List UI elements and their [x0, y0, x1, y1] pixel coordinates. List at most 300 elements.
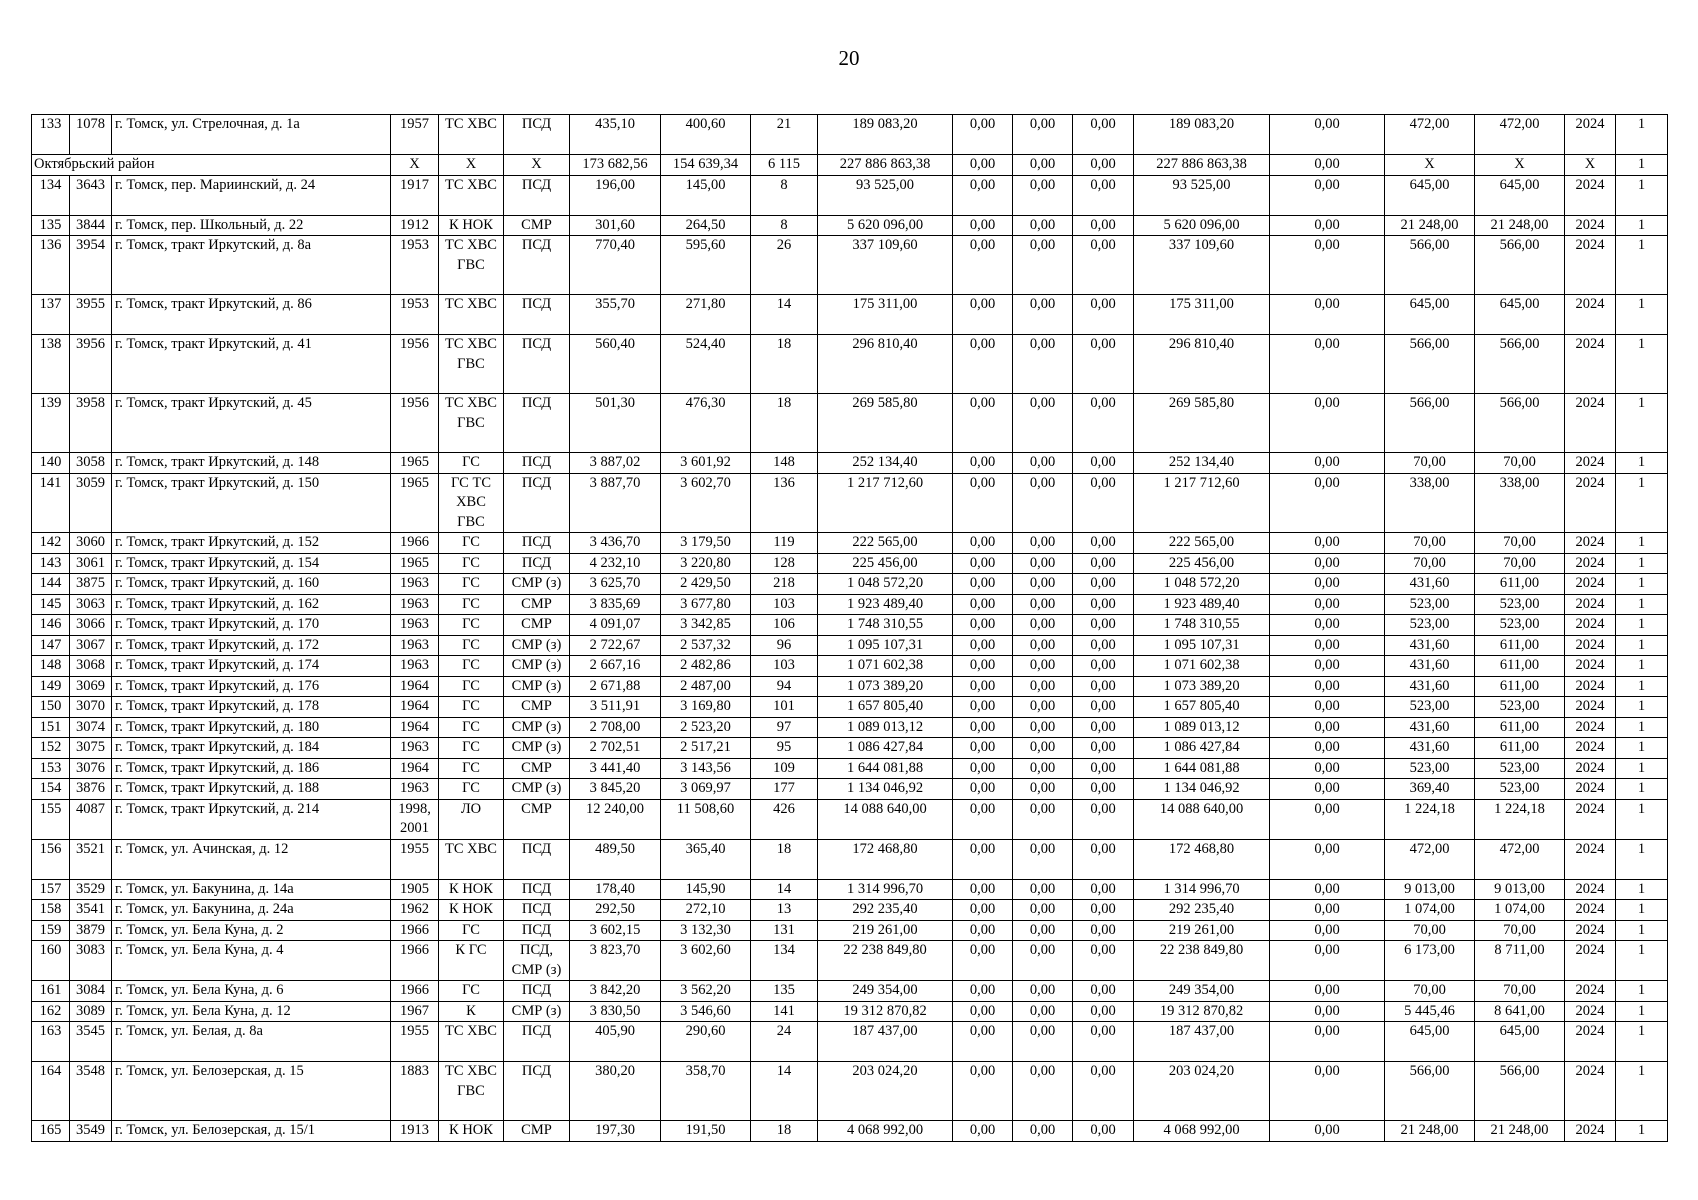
- cell-year-planned: 2024: [1565, 295, 1616, 335]
- cell-address: г. Томск, пер. Мариинский, д. 24: [112, 175, 391, 215]
- cell-work-type: ПСД: [504, 295, 570, 335]
- cell-residents-count: 8: [751, 175, 818, 215]
- cell-residents-count: 14: [751, 879, 818, 900]
- table-row: [32, 215, 1668, 236]
- cell-row-number: 149: [32, 676, 70, 697]
- cell-other-cost: 0,00: [1270, 656, 1385, 677]
- cell-other-cost: 0,00: [1270, 900, 1385, 921]
- cell-total-cost: 1 071 602,38: [818, 656, 953, 677]
- cell-total-cost: 225 456,00: [818, 553, 953, 574]
- cell-house-id: 3879: [70, 920, 112, 941]
- cell-fund-cost: 0,00: [953, 676, 1013, 697]
- cell-municipal-cost: 0,00: [1073, 779, 1134, 800]
- table-row: [32, 676, 1668, 697]
- cell-total-cost: 1 923 489,40: [818, 594, 953, 615]
- table-row: [32, 839, 1668, 879]
- cell-year-built: 1956: [391, 335, 439, 394]
- cell-system-types: X: [439, 155, 504, 176]
- cell-budget-cost: 0,00: [1013, 115, 1073, 155]
- cell-other-cost: 0,00: [1270, 155, 1385, 176]
- cell-house-id: 3083: [70, 941, 112, 981]
- cell-fund-cost: 0,00: [953, 574, 1013, 595]
- cell-year-built: X: [391, 155, 439, 176]
- cell-owners-cost: 5 620 096,00: [1134, 215, 1270, 236]
- cell-stage: 1: [1616, 758, 1668, 779]
- cell-unit-cost: 1 074,00: [1385, 900, 1475, 921]
- cell-work-type: СМР: [504, 215, 570, 236]
- cell-unit-cost: X: [1385, 155, 1475, 176]
- cell-work-type: ПСД: [504, 236, 570, 295]
- cell-house-id: 3541: [70, 900, 112, 921]
- cell-row-number: 143: [32, 553, 70, 574]
- cell-residents-count: 103: [751, 656, 818, 677]
- cell-owners-cost: 189 083,20: [1134, 115, 1270, 155]
- cell-municipal-cost: 0,00: [1073, 615, 1134, 636]
- cell-total-area: 301,60: [570, 215, 661, 236]
- cell-residential-area: 3 342,85: [661, 615, 751, 636]
- cell-max-unit-cost: 566,00: [1475, 335, 1565, 394]
- cell-budget-cost: 0,00: [1013, 473, 1073, 533]
- cell-total-cost: 187 437,00: [818, 1022, 953, 1062]
- cell-house-id: 3070: [70, 697, 112, 718]
- table-row: [32, 594, 1668, 615]
- cell-system-types: ТС ХВС ГВС: [439, 335, 504, 394]
- cell-year-planned: 2024: [1565, 635, 1616, 656]
- cell-residents-count: 426: [751, 799, 818, 839]
- cell-total-cost: 5 620 096,00: [818, 215, 953, 236]
- cell-system-types: ТС ХВС: [439, 839, 504, 879]
- cell-stage: 1: [1616, 879, 1668, 900]
- cell-total-cost: 296 810,40: [818, 335, 953, 394]
- cell-total-area: 197,30: [570, 1121, 661, 1142]
- cell-house-id: 3060: [70, 533, 112, 554]
- cell-address: г. Томск, тракт Иркутский, д. 188: [112, 779, 391, 800]
- cell-owners-cost: 227 886 863,38: [1134, 155, 1270, 176]
- cell-system-types: ГС: [439, 453, 504, 474]
- cell-budget-cost: 0,00: [1013, 215, 1073, 236]
- cell-municipal-cost: 0,00: [1073, 394, 1134, 453]
- cell-stage: 1: [1616, 920, 1668, 941]
- cell-address: г. Томск, тракт Иркутский, д. 154: [112, 553, 391, 574]
- cell-row-number: 150: [32, 697, 70, 718]
- cell-owners-cost: 22 238 849,80: [1134, 941, 1270, 981]
- cell-unit-cost: 523,00: [1385, 615, 1475, 636]
- cell-owners-cost: 1 089 013,12: [1134, 717, 1270, 738]
- cell-max-unit-cost: 338,00: [1475, 473, 1565, 533]
- cell-budget-cost: 0,00: [1013, 920, 1073, 941]
- cell-total-cost: 93 525,00: [818, 175, 953, 215]
- cell-residential-area: 2 523,20: [661, 717, 751, 738]
- cell-budget-cost: 0,00: [1013, 1062, 1073, 1121]
- cell-work-type: ПСД: [504, 115, 570, 155]
- cell-residential-area: 191,50: [661, 1121, 751, 1142]
- cell-residential-area: 3 546,60: [661, 1001, 751, 1022]
- table-row: [32, 553, 1668, 574]
- cell-unit-cost: 645,00: [1385, 295, 1475, 335]
- cell-max-unit-cost: 70,00: [1475, 453, 1565, 474]
- cell-total-area: 196,00: [570, 175, 661, 215]
- cell-residential-area: 2 517,21: [661, 738, 751, 759]
- cell-house-id: 3529: [70, 879, 112, 900]
- table-row: [32, 738, 1668, 759]
- cell-total-area: 3 887,70: [570, 473, 661, 533]
- cell-stage: 1: [1616, 676, 1668, 697]
- cell-fund-cost: 0,00: [953, 175, 1013, 215]
- cell-residents-count: 177: [751, 779, 818, 800]
- cell-unit-cost: 1 224,18: [1385, 799, 1475, 839]
- cell-total-cost: 1 217 712,60: [818, 473, 953, 533]
- cell-row-number: 144: [32, 574, 70, 595]
- cell-fund-cost: 0,00: [953, 758, 1013, 779]
- cell-house-id: 3074: [70, 717, 112, 738]
- cell-max-unit-cost: 523,00: [1475, 758, 1565, 779]
- cell-house-id: 3069: [70, 676, 112, 697]
- cell-owners-cost: 1 644 081,88: [1134, 758, 1270, 779]
- cell-residential-area: 3 562,20: [661, 981, 751, 1002]
- cell-residents-count: 95: [751, 738, 818, 759]
- cell-municipal-cost: 0,00: [1073, 155, 1134, 176]
- cell-municipal-cost: 0,00: [1073, 799, 1134, 839]
- cell-stage: 1: [1616, 335, 1668, 394]
- cell-fund-cost: 0,00: [953, 236, 1013, 295]
- cell-row-number: 133: [32, 115, 70, 155]
- cell-municipal-cost: 0,00: [1073, 879, 1134, 900]
- cell-system-types: ТС ХВС: [439, 1022, 504, 1062]
- cell-other-cost: 0,00: [1270, 295, 1385, 335]
- table-row: [32, 656, 1668, 677]
- cell-system-types: ГС: [439, 697, 504, 718]
- cell-row-number: 164: [32, 1062, 70, 1121]
- cell-work-type: X: [504, 155, 570, 176]
- cell-total-area: 435,10: [570, 115, 661, 155]
- cell-municipal-cost: 0,00: [1073, 574, 1134, 595]
- cell-residential-area: 2 537,32: [661, 635, 751, 656]
- cell-other-cost: 0,00: [1270, 981, 1385, 1002]
- cell-total-cost: 1 086 427,84: [818, 738, 953, 759]
- cell-address: г. Томск, тракт Иркутский, д. 8а: [112, 236, 391, 295]
- cell-row-number: 141: [32, 473, 70, 533]
- cell-house-id: 3068: [70, 656, 112, 677]
- cell-max-unit-cost: 611,00: [1475, 635, 1565, 656]
- cell-year-planned: 2024: [1565, 453, 1616, 474]
- cell-municipal-cost: 0,00: [1073, 1022, 1134, 1062]
- cell-work-type: СМР: [504, 1121, 570, 1142]
- cell-residential-area: 3 602,60: [661, 941, 751, 981]
- cell-fund-cost: 0,00: [953, 615, 1013, 636]
- cell-other-cost: 0,00: [1270, 215, 1385, 236]
- cell-year-built: 1965: [391, 473, 439, 533]
- cell-fund-cost: 0,00: [953, 697, 1013, 718]
- cell-budget-cost: 0,00: [1013, 155, 1073, 176]
- cell-year-built: 1963: [391, 574, 439, 595]
- cell-row-number: 156: [32, 839, 70, 879]
- cell-year-built: 1965: [391, 553, 439, 574]
- cell-address: г. Томск, ул. Ачинская, д. 12: [112, 839, 391, 879]
- cell-work-type: ПСД: [504, 981, 570, 1002]
- cell-stage: 1: [1616, 175, 1668, 215]
- cell-owners-cost: 219 261,00: [1134, 920, 1270, 941]
- cell-owners-cost: 1 095 107,31: [1134, 635, 1270, 656]
- cell-fund-cost: 0,00: [953, 1001, 1013, 1022]
- cell-fund-cost: 0,00: [953, 295, 1013, 335]
- cell-address: г. Томск, тракт Иркутский, д. 45: [112, 394, 391, 453]
- cell-fund-cost: 0,00: [953, 879, 1013, 900]
- cell-house-id: 3075: [70, 738, 112, 759]
- cell-stage: 1: [1616, 574, 1668, 595]
- cell-stage: 1: [1616, 635, 1668, 656]
- cell-max-unit-cost: 566,00: [1475, 236, 1565, 295]
- cell-fund-cost: 0,00: [953, 920, 1013, 941]
- cell-owners-cost: 172 468,80: [1134, 839, 1270, 879]
- cell-unit-cost: 9 013,00: [1385, 879, 1475, 900]
- cell-work-type: ПСД, СМР (з): [504, 941, 570, 981]
- cell-owners-cost: 1 134 046,92: [1134, 779, 1270, 800]
- table-row: [32, 758, 1668, 779]
- table-row: [32, 295, 1668, 335]
- cell-max-unit-cost: 70,00: [1475, 553, 1565, 574]
- cell-work-type: ПСД: [504, 839, 570, 879]
- cell-year-planned: 2024: [1565, 738, 1616, 759]
- cell-year-built: 1967: [391, 1001, 439, 1022]
- cell-unit-cost: 6 173,00: [1385, 941, 1475, 981]
- cell-stage: 1: [1616, 1121, 1668, 1142]
- cell-row-number: 165: [32, 1121, 70, 1142]
- cell-other-cost: 0,00: [1270, 175, 1385, 215]
- cell-residents-count: 94: [751, 676, 818, 697]
- cell-budget-cost: 0,00: [1013, 758, 1073, 779]
- cell-year-planned: 2024: [1565, 473, 1616, 533]
- cell-address: г. Томск, тракт Иркутский, д. 152: [112, 533, 391, 554]
- cell-address: г. Томск, ул. Бела Куна, д. 12: [112, 1001, 391, 1022]
- cell-row-number: 139: [32, 394, 70, 453]
- cell-fund-cost: 0,00: [953, 553, 1013, 574]
- cell-residents-count: 131: [751, 920, 818, 941]
- cell-year-planned: 2024: [1565, 394, 1616, 453]
- cell-residential-area: 3 143,56: [661, 758, 751, 779]
- cell-total-area: 4 091,07: [570, 615, 661, 636]
- cell-year-built: 1964: [391, 717, 439, 738]
- cell-budget-cost: 0,00: [1013, 615, 1073, 636]
- cell-max-unit-cost: 523,00: [1475, 779, 1565, 800]
- cell-residents-count: 148: [751, 453, 818, 474]
- table-row: [32, 473, 1668, 533]
- cell-work-type: СМР (з): [504, 1001, 570, 1022]
- cell-residential-area: 3 220,80: [661, 553, 751, 574]
- cell-fund-cost: 0,00: [953, 941, 1013, 981]
- cell-total-area: 12 240,00: [570, 799, 661, 839]
- cell-stage: 1: [1616, 981, 1668, 1002]
- cell-total-cost: 219 261,00: [818, 920, 953, 941]
- cell-row-number: 151: [32, 717, 70, 738]
- cell-work-type: СМР (з): [504, 738, 570, 759]
- cell-residents-count: 13: [751, 900, 818, 921]
- cell-unit-cost: 369,40: [1385, 779, 1475, 800]
- cell-row-number: 154: [32, 779, 70, 800]
- table-row: [32, 175, 1668, 215]
- cell-address: г. Томск, тракт Иркутский, д. 180: [112, 717, 391, 738]
- cell-budget-cost: 0,00: [1013, 394, 1073, 453]
- cell-house-id: 3545: [70, 1022, 112, 1062]
- cell-unit-cost: 70,00: [1385, 533, 1475, 554]
- cell-house-id: 1078: [70, 115, 112, 155]
- cell-row-number: 147: [32, 635, 70, 656]
- cell-work-type: ПСД: [504, 533, 570, 554]
- cell-residential-area: 264,50: [661, 215, 751, 236]
- table-row: [32, 920, 1668, 941]
- cell-address: г. Томск, тракт Иркутский, д. 41: [112, 335, 391, 394]
- cell-total-area: 3 842,20: [570, 981, 661, 1002]
- cell-residents-count: 106: [751, 615, 818, 636]
- cell-other-cost: 0,00: [1270, 779, 1385, 800]
- cell-address: г. Томск, пер. Школьный, д. 22: [112, 215, 391, 236]
- cell-other-cost: 0,00: [1270, 839, 1385, 879]
- cell-address: г. Томск, тракт Иркутский, д. 162: [112, 594, 391, 615]
- cell-owners-cost: 1 048 572,20: [1134, 574, 1270, 595]
- cell-address: г. Томск, ул. Бела Куна, д. 4: [112, 941, 391, 981]
- cell-house-id: 3876: [70, 779, 112, 800]
- cell-unit-cost: 21 248,00: [1385, 215, 1475, 236]
- cell-row-number: 163: [32, 1022, 70, 1062]
- cell-total-area: 3 887,02: [570, 453, 661, 474]
- cell-fund-cost: 0,00: [953, 394, 1013, 453]
- cell-budget-cost: 0,00: [1013, 1022, 1073, 1062]
- cell-stage: 1: [1616, 1062, 1668, 1121]
- cell-system-types: ГС: [439, 656, 504, 677]
- cell-municipal-cost: 0,00: [1073, 553, 1134, 574]
- cell-house-id: 3521: [70, 839, 112, 879]
- cell-residential-area: 145,00: [661, 175, 751, 215]
- cell-residential-area: 3 132,30: [661, 920, 751, 941]
- cell-address: г. Томск, тракт Иркутский, д. 160: [112, 574, 391, 595]
- cell-total-cost: 222 565,00: [818, 533, 953, 554]
- cell-total-area: 3 625,70: [570, 574, 661, 595]
- cell-budget-cost: 0,00: [1013, 453, 1073, 474]
- cell-year-built: 1964: [391, 676, 439, 697]
- cell-fund-cost: 0,00: [953, 981, 1013, 1002]
- cell-system-types: К НОК: [439, 215, 504, 236]
- cell-municipal-cost: 0,00: [1073, 839, 1134, 879]
- cell-municipal-cost: 0,00: [1073, 1001, 1134, 1022]
- cell-fund-cost: 0,00: [953, 1022, 1013, 1062]
- cell-system-types: ГС: [439, 615, 504, 636]
- cell-max-unit-cost: 645,00: [1475, 1022, 1565, 1062]
- cell-total-area: 405,90: [570, 1022, 661, 1062]
- cell-residential-area: 3 069,97: [661, 779, 751, 800]
- cell-address: г. Томск, тракт Иркутский, д. 186: [112, 758, 391, 779]
- cell-residential-area: 2 429,50: [661, 574, 751, 595]
- cell-budget-cost: 0,00: [1013, 1001, 1073, 1022]
- table-row: [32, 615, 1668, 636]
- cell-municipal-cost: 0,00: [1073, 335, 1134, 394]
- cell-total-cost: 203 024,20: [818, 1062, 953, 1121]
- cell-total-cost: 4 068 992,00: [818, 1121, 953, 1142]
- cell-stage: 1: [1616, 453, 1668, 474]
- cell-municipal-cost: 0,00: [1073, 594, 1134, 615]
- cell-budget-cost: 0,00: [1013, 295, 1073, 335]
- cell-system-types: ГС: [439, 738, 504, 759]
- cell-year-built: 1966: [391, 981, 439, 1002]
- cell-year-planned: 2024: [1565, 879, 1616, 900]
- cell-year-planned: 2024: [1565, 900, 1616, 921]
- table-row: [32, 394, 1668, 453]
- cell-budget-cost: 0,00: [1013, 839, 1073, 879]
- cell-work-type: СМР: [504, 697, 570, 718]
- page-number: 20: [838, 46, 860, 70]
- cell-other-cost: 0,00: [1270, 738, 1385, 759]
- cell-address: г. Томск, ул. Бакунина, д. 24а: [112, 900, 391, 921]
- houses-table: [31, 114, 1668, 1142]
- cell-fund-cost: 0,00: [953, 839, 1013, 879]
- cell-owners-cost: 19 312 870,82: [1134, 1001, 1270, 1022]
- cell-residential-area: 3 179,50: [661, 533, 751, 554]
- cell-row-number: 134: [32, 175, 70, 215]
- cell-residential-area: 3 601,92: [661, 453, 751, 474]
- cell-residents-count: 21: [751, 115, 818, 155]
- cell-residents-count: 24: [751, 1022, 818, 1062]
- cell-other-cost: 0,00: [1270, 635, 1385, 656]
- cell-other-cost: 0,00: [1270, 115, 1385, 155]
- cell-max-unit-cost: 9 013,00: [1475, 879, 1565, 900]
- cell-owners-cost: 187 437,00: [1134, 1022, 1270, 1062]
- cell-owners-cost: 93 525,00: [1134, 175, 1270, 215]
- cell-municipal-cost: 0,00: [1073, 453, 1134, 474]
- cell-residents-count: 14: [751, 295, 818, 335]
- cell-budget-cost: 0,00: [1013, 236, 1073, 295]
- cell-total-area: 3 845,20: [570, 779, 661, 800]
- cell-budget-cost: 0,00: [1013, 981, 1073, 1002]
- cell-work-type: СМР (з): [504, 635, 570, 656]
- cell-fund-cost: 0,00: [953, 533, 1013, 554]
- cell-unit-cost: 70,00: [1385, 553, 1475, 574]
- cell-year-planned: 2024: [1565, 236, 1616, 295]
- cell-year-planned: 2024: [1565, 758, 1616, 779]
- cell-unit-cost: 566,00: [1385, 394, 1475, 453]
- cell-stage: 1: [1616, 473, 1668, 533]
- table-row: [32, 799, 1668, 839]
- cell-budget-cost: 0,00: [1013, 799, 1073, 839]
- cell-year-built: 1965: [391, 453, 439, 474]
- cell-municipal-cost: 0,00: [1073, 236, 1134, 295]
- cell-work-type: ПСД: [504, 879, 570, 900]
- cell-residential-area: 400,60: [661, 115, 751, 155]
- cell-fund-cost: 0,00: [953, 717, 1013, 738]
- cell-year-planned: 2024: [1565, 115, 1616, 155]
- cell-work-type: ПСД: [504, 1062, 570, 1121]
- cell-total-area: 380,20: [570, 1062, 661, 1121]
- cell-municipal-cost: 0,00: [1073, 295, 1134, 335]
- cell-owners-cost: 14 088 640,00: [1134, 799, 1270, 839]
- cell-year-planned: 2024: [1565, 717, 1616, 738]
- cell-stage: 1: [1616, 717, 1668, 738]
- cell-house-id: 3063: [70, 594, 112, 615]
- cell-year-built: 1998, 2001: [391, 799, 439, 839]
- cell-work-type: СМР (з): [504, 717, 570, 738]
- cell-budget-cost: 0,00: [1013, 635, 1073, 656]
- cell-total-area: 2 722,67: [570, 635, 661, 656]
- cell-fund-cost: 0,00: [953, 1062, 1013, 1121]
- cell-stage: 1: [1616, 799, 1668, 839]
- cell-address: г. Томск, ул. Бела Куна, д. 6: [112, 981, 391, 1002]
- cell-owners-cost: 1 217 712,60: [1134, 473, 1270, 533]
- cell-stage: 1: [1616, 941, 1668, 981]
- cell-year-built: 1955: [391, 839, 439, 879]
- cell-year-planned: 2024: [1565, 574, 1616, 595]
- cell-year-planned: 2024: [1565, 676, 1616, 697]
- cell-owners-cost: 1 923 489,40: [1134, 594, 1270, 615]
- cell-total-area: 3 835,69: [570, 594, 661, 615]
- cell-system-types: К НОК: [439, 879, 504, 900]
- cell-residents-count: 8: [751, 215, 818, 236]
